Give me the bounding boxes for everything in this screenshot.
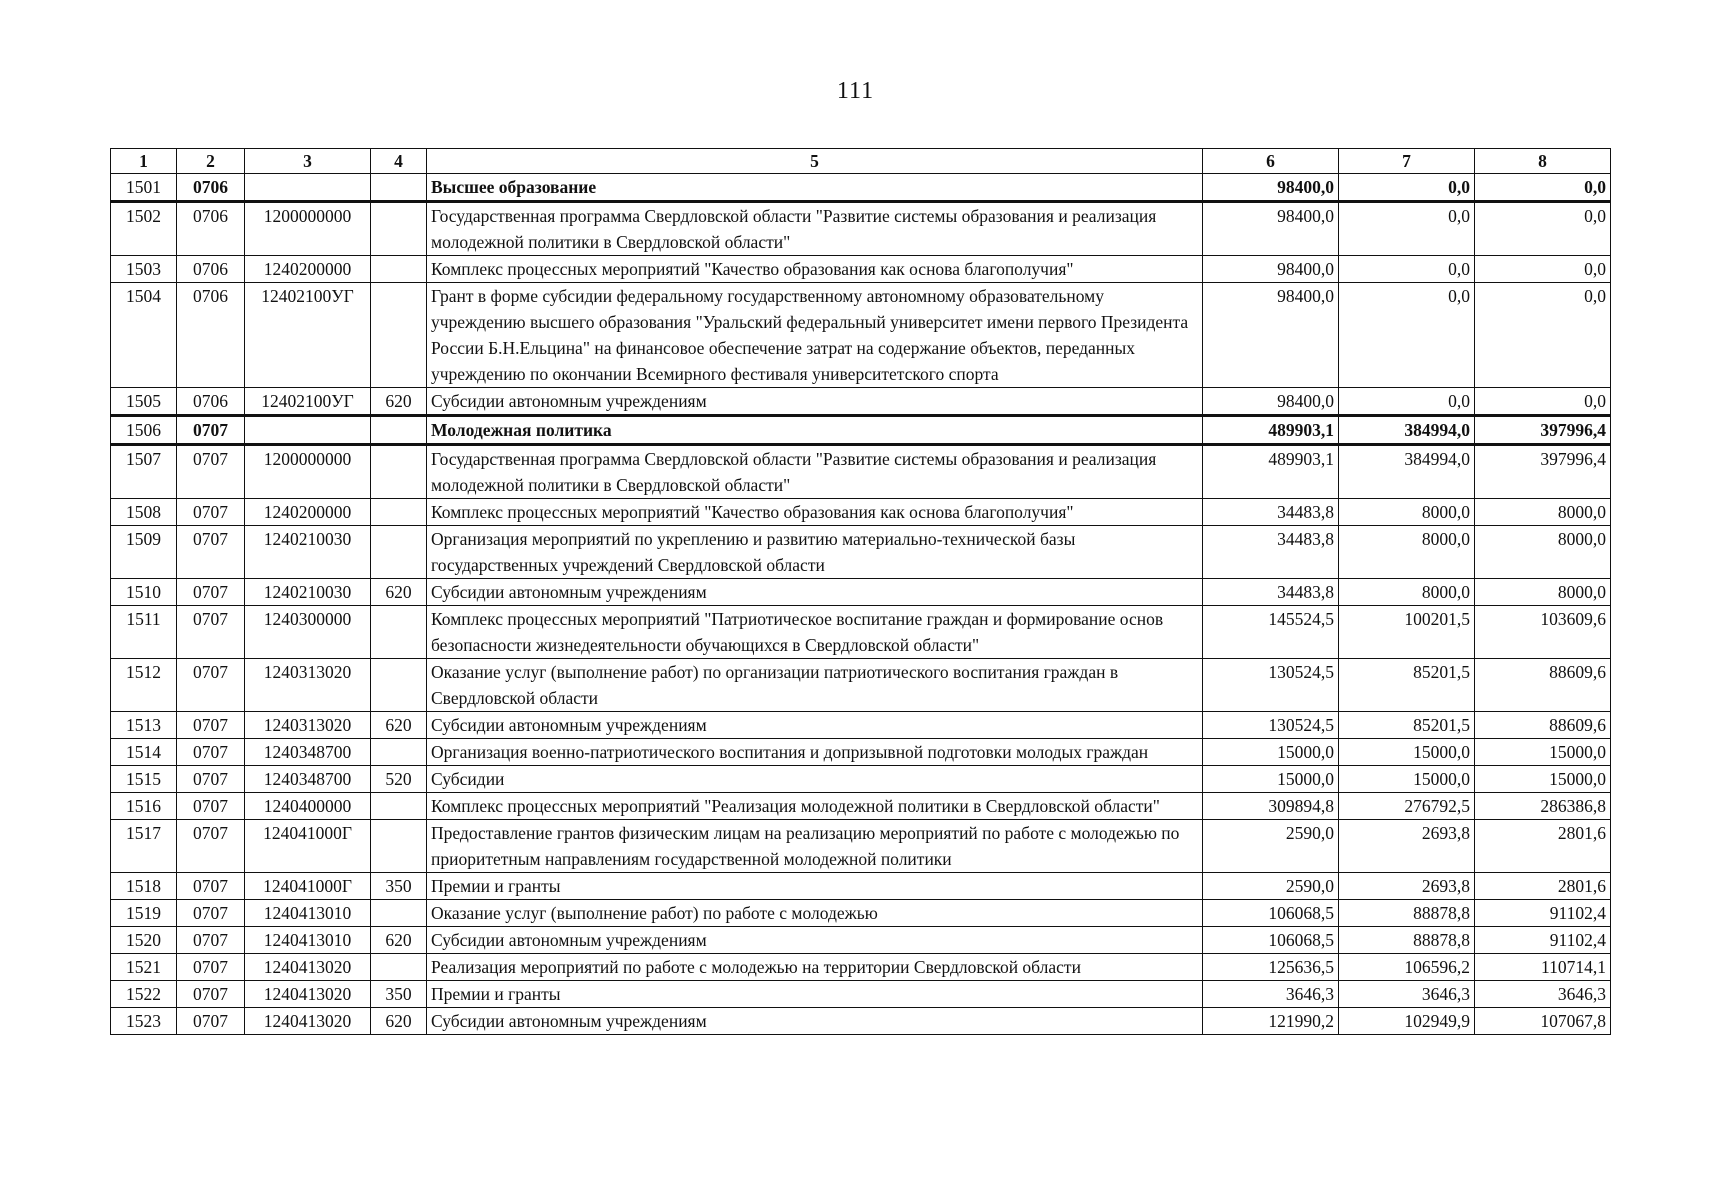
expense-type-cell xyxy=(371,659,427,712)
item-name-cell: Субсидии xyxy=(427,766,1203,793)
expense-type-cell xyxy=(371,606,427,659)
amount-col6-cell: 98400,0 xyxy=(1203,388,1339,416)
header-cell-7: 7 xyxy=(1339,149,1475,174)
item-name-cell: Премии и гранты xyxy=(427,981,1203,1008)
item-name-cell: Субсидии автономным учреждениям xyxy=(427,1008,1203,1035)
table-row xyxy=(111,606,1611,659)
section-code-cell: 0707 xyxy=(177,793,245,820)
page-number: 111 xyxy=(836,78,875,104)
target-article-cell: 1240210030 xyxy=(245,526,371,579)
amount-col8-cell: 88609,6 xyxy=(1475,659,1611,712)
target-article-cell: 1240210030 xyxy=(245,579,371,606)
row-number-cell: 1508 xyxy=(111,499,177,526)
amount-col7-cell: 88878,8 xyxy=(1339,900,1475,927)
table-row xyxy=(111,283,1611,388)
amount-col7-cell: 15000,0 xyxy=(1339,766,1475,793)
expense-type-cell xyxy=(371,202,427,256)
amount-col6-cell: 130524,5 xyxy=(1203,659,1339,712)
section-code-cell: 0707 xyxy=(177,766,245,793)
amount-col8-cell: 15000,0 xyxy=(1475,766,1611,793)
header-cell-6: 6 xyxy=(1203,149,1339,174)
item-name-cell: Комплекс процессных мероприятий "Реализация молодежной политики в Свердловской области" xyxy=(427,793,1203,820)
table-row xyxy=(111,766,1611,793)
amount-col6-cell: 2590,0 xyxy=(1203,820,1339,873)
expense-type-cell xyxy=(371,793,427,820)
row-number-cell: 1506 xyxy=(111,416,177,445)
amount-col7-cell: 276792,5 xyxy=(1339,793,1475,820)
table-row xyxy=(111,659,1611,712)
table-row xyxy=(111,820,1611,873)
target-article-cell xyxy=(245,174,371,202)
amount-col8-cell: 397996,4 xyxy=(1475,416,1611,445)
amount-col6-cell: 34483,8 xyxy=(1203,579,1339,606)
amount-col7-cell: 102949,9 xyxy=(1339,1008,1475,1035)
row-number-cell: 1504 xyxy=(111,283,177,388)
item-name-cell: Высшее образование xyxy=(427,174,1203,202)
row-number-cell: 1501 xyxy=(111,174,177,202)
expense-type-cell: 620 xyxy=(371,579,427,606)
amount-col7-cell: 15000,0 xyxy=(1339,739,1475,766)
table-row xyxy=(111,954,1611,981)
amount-col6-cell: 121990,2 xyxy=(1203,1008,1339,1035)
row-number-cell: 1503 xyxy=(111,256,177,283)
expense-type-cell xyxy=(371,526,427,579)
expense-type-cell: 620 xyxy=(371,712,427,739)
amount-col6-cell: 34483,8 xyxy=(1203,499,1339,526)
section-code-cell: 0707 xyxy=(177,416,245,445)
table-row xyxy=(111,579,1611,606)
table-row xyxy=(111,526,1611,579)
section-code-cell: 0707 xyxy=(177,712,245,739)
section-code-cell: 0706 xyxy=(177,256,245,283)
target-article-cell: 12402100УГ xyxy=(245,283,371,388)
amount-col7-cell: 0,0 xyxy=(1339,174,1475,202)
row-number-cell: 1520 xyxy=(111,927,177,954)
section-code-cell: 0706 xyxy=(177,202,245,256)
expense-type-cell: 620 xyxy=(371,388,427,416)
expense-type-cell: 620 xyxy=(371,1008,427,1035)
table-row xyxy=(111,174,1611,202)
table-row xyxy=(111,202,1611,256)
header-cell-5: 5 xyxy=(427,149,1203,174)
amount-col7-cell: 0,0 xyxy=(1339,283,1475,388)
section-code-cell: 0707 xyxy=(177,900,245,927)
header-cell-8: 8 xyxy=(1475,149,1611,174)
table-row xyxy=(111,499,1611,526)
item-name-cell: Предоставление грантов физическим лицам на реализацию мероприятий по работе с молодежью по приоритетным направлениям государственной молодежной политики xyxy=(427,820,1203,873)
item-name-cell: Субсидии автономным учреждениям xyxy=(427,927,1203,954)
amount-col7-cell: 384994,0 xyxy=(1339,445,1475,499)
section-code-cell: 0707 xyxy=(177,579,245,606)
amount-col6-cell: 34483,8 xyxy=(1203,526,1339,579)
expense-type-cell: 350 xyxy=(371,873,427,900)
table-row xyxy=(111,445,1611,499)
amount-col7-cell: 88878,8 xyxy=(1339,927,1475,954)
row-number-cell: 1518 xyxy=(111,873,177,900)
row-number-cell: 1521 xyxy=(111,954,177,981)
section-code-cell: 0707 xyxy=(177,659,245,712)
row-number-cell: 1511 xyxy=(111,606,177,659)
amount-col6-cell: 130524,5 xyxy=(1203,712,1339,739)
amount-col6-cell: 15000,0 xyxy=(1203,739,1339,766)
row-number-cell: 1516 xyxy=(111,793,177,820)
target-article-cell: 124041000Г xyxy=(245,873,371,900)
amount-col7-cell: 2693,8 xyxy=(1339,820,1475,873)
table-row xyxy=(111,1008,1611,1035)
amount-col8-cell: 0,0 xyxy=(1475,256,1611,283)
expense-type-cell xyxy=(371,499,427,526)
amount-col8-cell: 107067,8 xyxy=(1475,1008,1611,1035)
item-name-cell: Реализация мероприятий по работе с молодежью на территории Свердловской области xyxy=(427,954,1203,981)
header-cell-3: 3 xyxy=(245,149,371,174)
amount-col8-cell: 15000,0 xyxy=(1475,739,1611,766)
section-code-cell: 0707 xyxy=(177,1008,245,1035)
expense-type-cell xyxy=(371,954,427,981)
amount-col6-cell: 98400,0 xyxy=(1203,256,1339,283)
amount-col6-cell: 106068,5 xyxy=(1203,927,1339,954)
target-article-cell: 1240200000 xyxy=(245,499,371,526)
target-article-cell: 1240348700 xyxy=(245,739,371,766)
amount-col8-cell: 103609,6 xyxy=(1475,606,1611,659)
amount-col8-cell: 2801,6 xyxy=(1475,820,1611,873)
section-code-cell: 0707 xyxy=(177,927,245,954)
target-article-cell: 12402100УГ xyxy=(245,388,371,416)
expense-type-cell: 620 xyxy=(371,927,427,954)
amount-col7-cell: 0,0 xyxy=(1339,256,1475,283)
amount-col7-cell: 8000,0 xyxy=(1339,526,1475,579)
amount-col7-cell: 2693,8 xyxy=(1339,873,1475,900)
item-name-cell: Государственная программа Свердловской области "Развитие системы образования и реализация молодежной политики в Свердловской области" xyxy=(427,202,1203,256)
target-article-cell: 1240413020 xyxy=(245,954,371,981)
item-name-cell: Субсидии автономным учреждениям xyxy=(427,712,1203,739)
amount-col6-cell: 98400,0 xyxy=(1203,202,1339,256)
amount-col6-cell: 98400,0 xyxy=(1203,283,1339,388)
table-row xyxy=(111,873,1611,900)
target-article-cell: 1240400000 xyxy=(245,793,371,820)
amount-col7-cell: 0,0 xyxy=(1339,388,1475,416)
header-cell-4: 4 xyxy=(371,149,427,174)
target-article-cell: 1200000000 xyxy=(245,202,371,256)
target-article-cell xyxy=(245,416,371,445)
table-row xyxy=(111,900,1611,927)
target-article-cell: 1200000000 xyxy=(245,445,371,499)
item-name-cell: Субсидии автономным учреждениям xyxy=(427,579,1203,606)
item-name-cell: Субсидии автономным учреждениям xyxy=(427,388,1203,416)
amount-col8-cell: 286386,8 xyxy=(1475,793,1611,820)
amount-col6-cell: 145524,5 xyxy=(1203,606,1339,659)
amount-col8-cell: 2801,6 xyxy=(1475,873,1611,900)
amount-col8-cell: 0,0 xyxy=(1475,202,1611,256)
table-header xyxy=(111,149,1611,174)
row-number-cell: 1517 xyxy=(111,820,177,873)
target-article-cell: 1240313020 xyxy=(245,659,371,712)
item-name-cell: Молодежная политика xyxy=(427,416,1203,445)
expense-type-cell xyxy=(371,900,427,927)
amount-col6-cell: 309894,8 xyxy=(1203,793,1339,820)
amount-col8-cell: 91102,4 xyxy=(1475,900,1611,927)
amount-col8-cell: 110714,1 xyxy=(1475,954,1611,981)
row-number-cell: 1522 xyxy=(111,981,177,1008)
target-article-cell: 1240313020 xyxy=(245,712,371,739)
table-row xyxy=(111,416,1611,445)
amount-col6-cell: 106068,5 xyxy=(1203,900,1339,927)
table-row xyxy=(111,388,1611,416)
section-code-cell: 0707 xyxy=(177,981,245,1008)
item-name-cell: Организация мероприятий по укреплению и развитию материально-технической базы государственных учреждений Свердловской области xyxy=(427,526,1203,579)
table-row xyxy=(111,927,1611,954)
row-number-cell: 1515 xyxy=(111,766,177,793)
expense-type-cell xyxy=(371,416,427,445)
amount-col8-cell: 8000,0 xyxy=(1475,579,1611,606)
row-number-cell: 1505 xyxy=(111,388,177,416)
target-article-cell: 124041000Г xyxy=(245,820,371,873)
item-name-cell: Комплекс процессных мероприятий "Качество образования как основа благополучия" xyxy=(427,499,1203,526)
section-code-cell: 0707 xyxy=(177,954,245,981)
table-row xyxy=(111,712,1611,739)
header-cell-1: 1 xyxy=(111,149,177,174)
item-name-cell: Оказание услуг (выполнение работ) по работе с молодежью xyxy=(427,900,1203,927)
amount-col7-cell: 100201,5 xyxy=(1339,606,1475,659)
target-article-cell: 1240348700 xyxy=(245,766,371,793)
item-name-cell: Комплекс процессных мероприятий "Патриотическое воспитание граждан и формирование основ безопасности жизнедеятельности обучающихся в Свердловской области" xyxy=(427,606,1203,659)
item-name-cell: Государственная программа Свердловской области "Развитие системы образования и реализация молодежной политики в Свердловской области" xyxy=(427,445,1203,499)
table-body xyxy=(111,174,1611,1035)
amount-col8-cell: 0,0 xyxy=(1475,388,1611,416)
amount-col7-cell: 8000,0 xyxy=(1339,579,1475,606)
row-number-cell: 1510 xyxy=(111,579,177,606)
row-number-cell: 1523 xyxy=(111,1008,177,1035)
amount-col7-cell: 384994,0 xyxy=(1339,416,1475,445)
amount-col8-cell: 8000,0 xyxy=(1475,499,1611,526)
table-row xyxy=(111,739,1611,766)
budget-table xyxy=(110,148,1611,1035)
target-article-cell: 1240413010 xyxy=(245,927,371,954)
row-number-cell: 1513 xyxy=(111,712,177,739)
target-article-cell: 1240413020 xyxy=(245,1008,371,1035)
item-name-cell: Оказание услуг (выполнение работ) по организации патриотического воспитания граждан в Свердловской области xyxy=(427,659,1203,712)
section-code-cell: 0707 xyxy=(177,739,245,766)
expense-type-cell xyxy=(371,283,427,388)
amount-col6-cell: 125636,5 xyxy=(1203,954,1339,981)
table-row xyxy=(111,793,1611,820)
section-code-cell: 0707 xyxy=(177,499,245,526)
amount-col8-cell: 88609,6 xyxy=(1475,712,1611,739)
expense-type-cell: 350 xyxy=(371,981,427,1008)
row-number-cell: 1512 xyxy=(111,659,177,712)
row-number-cell: 1519 xyxy=(111,900,177,927)
section-code-cell: 0706 xyxy=(177,283,245,388)
amount-col7-cell: 0,0 xyxy=(1339,202,1475,256)
section-code-cell: 0707 xyxy=(177,526,245,579)
amount-col7-cell: 106596,2 xyxy=(1339,954,1475,981)
amount-col8-cell: 8000,0 xyxy=(1475,526,1611,579)
amount-col8-cell: 91102,4 xyxy=(1475,927,1611,954)
table-row xyxy=(111,981,1611,1008)
expense-type-cell xyxy=(371,174,427,202)
section-code-cell: 0707 xyxy=(177,606,245,659)
expense-type-cell: 520 xyxy=(371,766,427,793)
row-number-cell: 1509 xyxy=(111,526,177,579)
table-row xyxy=(111,256,1611,283)
amount-col8-cell: 397996,4 xyxy=(1475,445,1611,499)
item-name-cell: Грант в форме субсидии федеральному государственному автономному образовательному учреждению высшего образования "Уральский федеральный университет имени первого Президента России Б.Н.Ельцина" на финансовое обеспечение затрат на содержание объектов, переданных учреждению по окончании Всемирного фестиваля университетского спорта xyxy=(427,283,1203,388)
target-article-cell: 1240413010 xyxy=(245,900,371,927)
section-code-cell: 0707 xyxy=(177,820,245,873)
amount-col7-cell: 3646,3 xyxy=(1339,981,1475,1008)
amount-col7-cell: 8000,0 xyxy=(1339,499,1475,526)
amount-col8-cell: 0,0 xyxy=(1475,174,1611,202)
section-code-cell: 0706 xyxy=(177,388,245,416)
amount-col8-cell: 3646,3 xyxy=(1475,981,1611,1008)
amount-col6-cell: 3646,3 xyxy=(1203,981,1339,1008)
section-code-cell: 0707 xyxy=(177,445,245,499)
amount-col6-cell: 15000,0 xyxy=(1203,766,1339,793)
item-name-cell: Комплекс процессных мероприятий "Качество образования как основа благополучия" xyxy=(427,256,1203,283)
expense-type-cell xyxy=(371,739,427,766)
amount-col6-cell: 489903,1 xyxy=(1203,445,1339,499)
section-code-cell: 0706 xyxy=(177,174,245,202)
expense-type-cell xyxy=(371,445,427,499)
target-article-cell: 1240413020 xyxy=(245,981,371,1008)
target-article-cell: 1240300000 xyxy=(245,606,371,659)
item-name-cell: Премии и гранты xyxy=(427,873,1203,900)
expense-type-cell xyxy=(371,256,427,283)
header-cell-2: 2 xyxy=(177,149,245,174)
row-number-cell: 1514 xyxy=(111,739,177,766)
row-number-cell: 1507 xyxy=(111,445,177,499)
item-name-cell: Организация военно-патриотического воспитания и допризывной подготовки молодых граждан xyxy=(427,739,1203,766)
amount-col6-cell: 2590,0 xyxy=(1203,873,1339,900)
amount-col6-cell: 489903,1 xyxy=(1203,416,1339,445)
expense-type-cell xyxy=(371,820,427,873)
row-number-cell: 1502 xyxy=(111,202,177,256)
section-code-cell: 0707 xyxy=(177,873,245,900)
amount-col7-cell: 85201,5 xyxy=(1339,712,1475,739)
amount-col7-cell: 85201,5 xyxy=(1339,659,1475,712)
amount-col8-cell: 0,0 xyxy=(1475,283,1611,388)
amount-col6-cell: 98400,0 xyxy=(1203,174,1339,202)
target-article-cell: 1240200000 xyxy=(245,256,371,283)
